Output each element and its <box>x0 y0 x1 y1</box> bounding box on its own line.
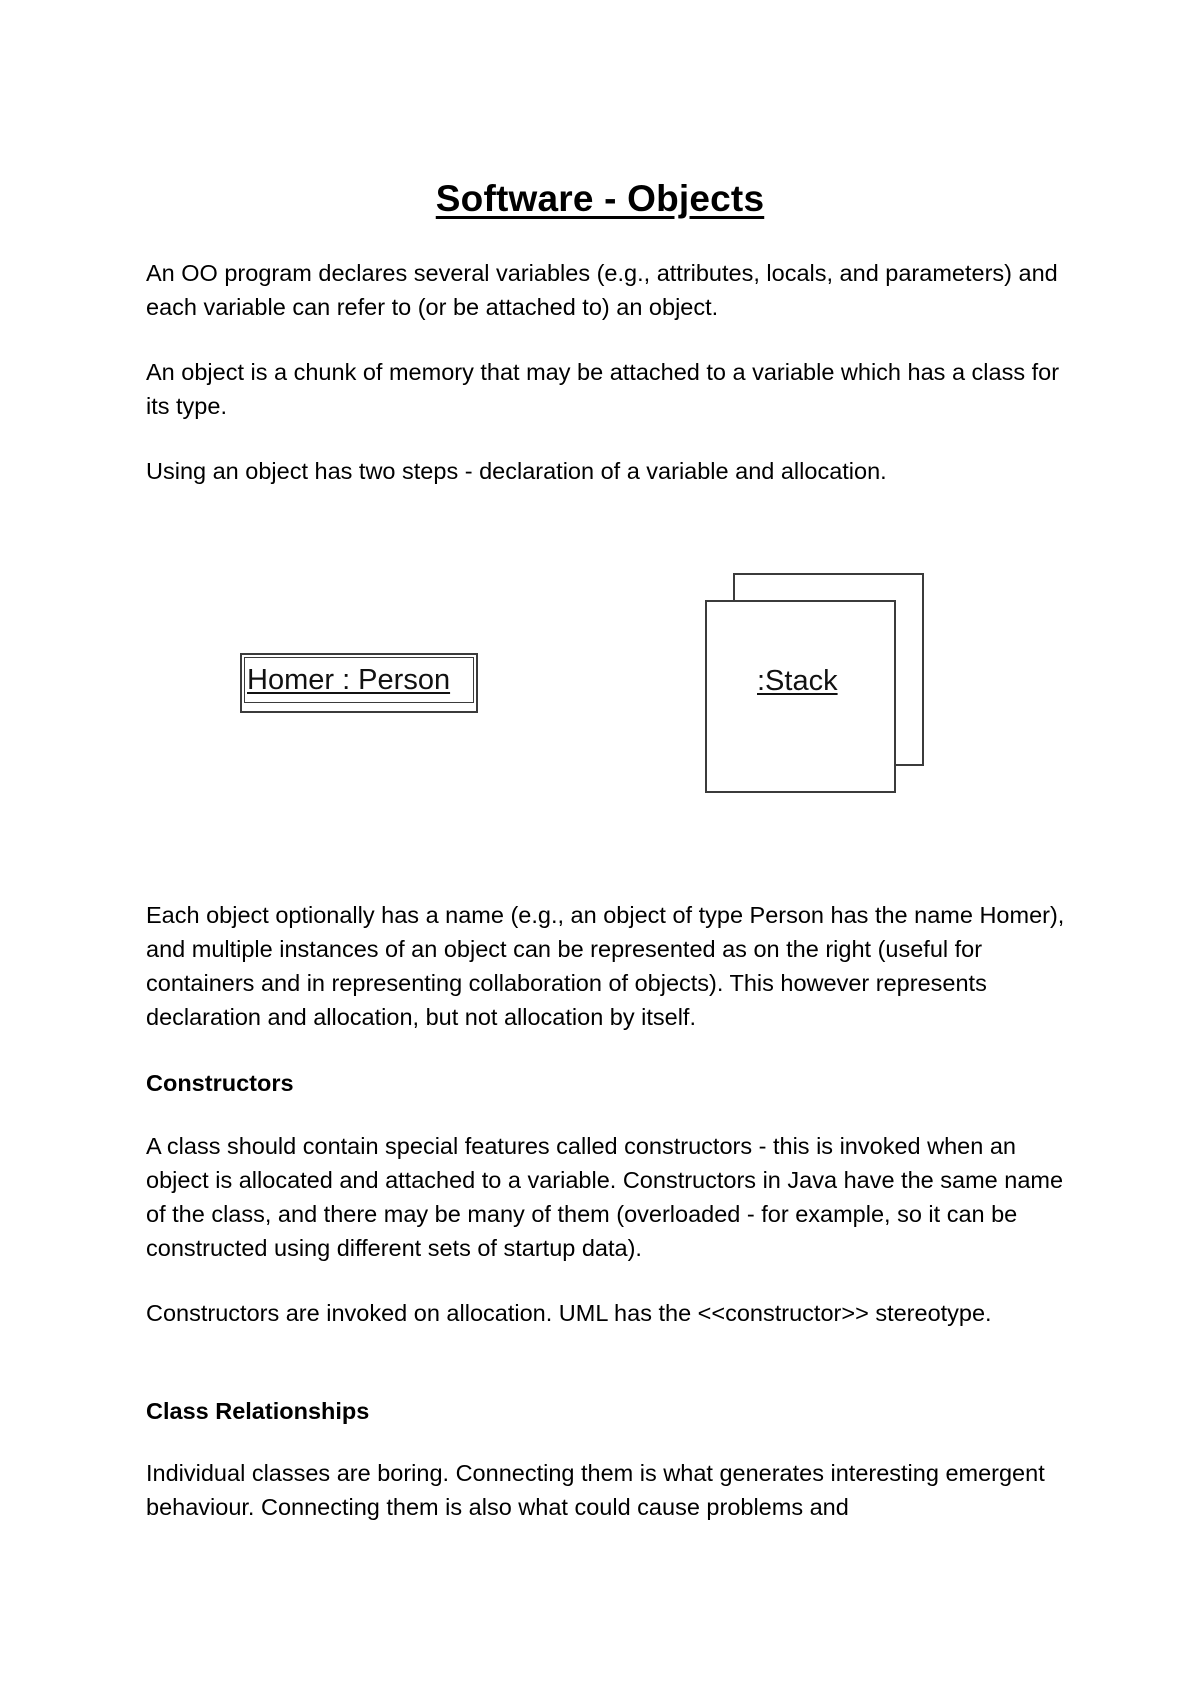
paragraph-two-steps: Using an object has two steps - declaration of a variable and allocation. <box>146 458 887 484</box>
page-title: Software - Objects <box>435 178 765 219</box>
paragraph-oo-variables: An OO program declares several variables (e.g., attributes, locals, and parameters) and each variable can refer to (or be attached to) an object. <box>146 260 1058 320</box>
single-object-label: Homer : Person <box>247 664 451 696</box>
paragraph-constructors-invoked: Constructors are invoked on allocation. UML has the <<constructor>> stereotype. <box>146 1300 992 1326</box>
heading-class-relationships: Class Relationships <box>146 1398 370 1424</box>
heading-constructors: Constructors <box>146 1070 294 1096</box>
paragraph-constructors-definition: A class should contain special features called constructors - this is invoked when an object is allocated and attached to a variable. Constructors in Java have the same name of the class, and there may be many of them (overloaded - for example, so it can be constructed using different sets of startup data). <box>146 1133 1064 1261</box>
multi-object-front-box <box>705 600 896 793</box>
paragraph-object-naming: Each object optionally has a name (e.g., an object of type Person has the name Homer), and multiple instances of an object can be represented as on the right (useful for containers and in representing collaboration of objects). This however represents declaration and allocation, but not allocation by itself. <box>146 902 1065 1030</box>
paragraph-class-relationships: Individual classes are boring. Connecting them is what generates interesting emergent behaviour. Connecting them is also what could cause problems and <box>146 1460 1045 1520</box>
paragraph-object-definition: An object is a chunk of memory that may be attached to a variable which has a class for its type. <box>146 359 1060 419</box>
single-object-box <box>240 653 478 713</box>
multi-object-label: :Stack <box>757 665 838 697</box>
